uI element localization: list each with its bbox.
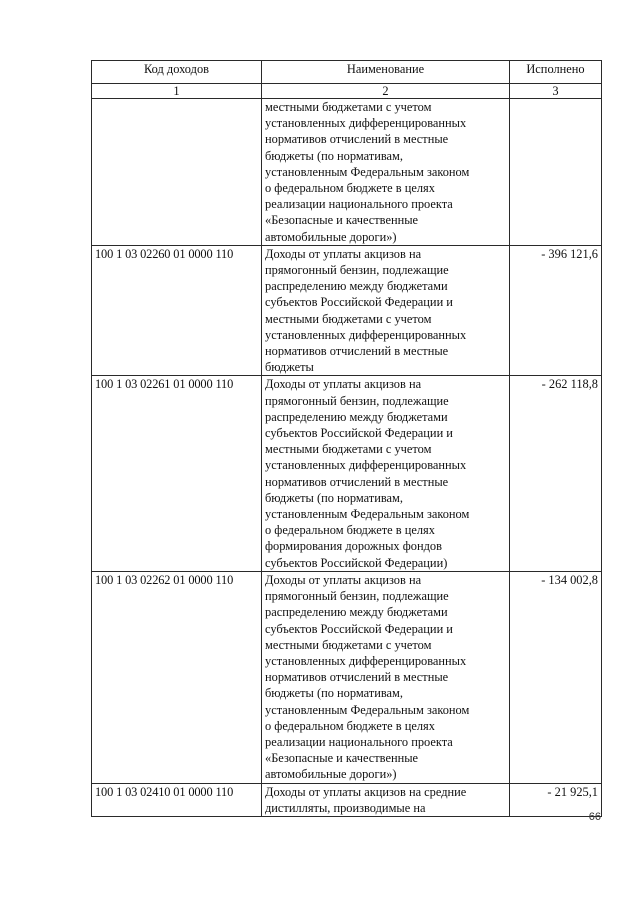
table-row xyxy=(92,245,602,376)
row-code: 100 1 03 02261 01 0000 110 xyxy=(92,376,262,571)
header-row xyxy=(92,61,602,84)
header-code: Код доходов xyxy=(92,61,262,84)
row-amount: - 262 118,8 xyxy=(510,376,602,571)
table-row xyxy=(92,99,602,246)
table-row xyxy=(92,783,602,816)
row-name: местными бюджетами с учетом установленных дифференцированных нормативов отчислений в местные бюджеты (по нормативам, установленным Федеральным законом о федеральном бюджете в целях реализации национального проекта «Безопасные и качественные автомобильные дороги») xyxy=(262,99,510,246)
column-number: 3 xyxy=(510,84,602,99)
table-row xyxy=(92,376,602,571)
column-number-row xyxy=(92,84,602,99)
row-code: 100 1 03 02260 01 0000 110 xyxy=(92,245,262,376)
column-number: 1 xyxy=(92,84,262,99)
table-row xyxy=(92,571,602,783)
row-code: 100 1 03 02410 01 0000 110 xyxy=(92,783,262,816)
revenue-table xyxy=(91,60,602,817)
row-name: Доходы от уплаты акцизов на прямогонный бензин, подлежащие распределению между бюджетами субъектов Российской Федерации и местными бюджетами с учетом установленных дифференцированных нормативов отчислений в местные бюджеты xyxy=(262,245,510,376)
row-amount: - 134 002,8 xyxy=(510,571,602,783)
row-amount: - 396 121,6 xyxy=(510,245,602,376)
row-name: Доходы от уплаты акцизов на прямогонный бензин, подлежащие распределению между бюджетами субъектов Российской Федерации и местными бюджетами с учетом установленных дифференцированных нормативов отчислений в местные бюджеты (по нормативам, установленным Федеральным законом о федеральном бюджете в целях реализации национального проекта «Безопасные и качественные автомобильные дороги») xyxy=(262,571,510,783)
header-executed: Исполнено xyxy=(510,61,602,84)
header-name: Наименование xyxy=(262,61,510,84)
column-number: 2 xyxy=(262,84,510,99)
row-amount: - 21 925,1 xyxy=(510,783,602,816)
row-code xyxy=(92,99,262,246)
row-name: Доходы от уплаты акцизов на средние дистилляты, производимые на xyxy=(262,783,510,816)
row-code: 100 1 03 02262 01 0000 110 xyxy=(92,571,262,783)
page-number: 66 xyxy=(588,811,601,823)
row-name: Доходы от уплаты акцизов на прямогонный бензин, подлежащие распределению между бюджетами субъектов Российской Федерации и местными бюджетами с учетом установленных дифференцированных нормативов отчислений в местные бюджеты (по нормативам, установленным Федеральным законом о федеральном бюджете в целях формирования дорожных фондов субъектов Российской Федерации) xyxy=(262,376,510,571)
row-amount xyxy=(510,99,602,246)
